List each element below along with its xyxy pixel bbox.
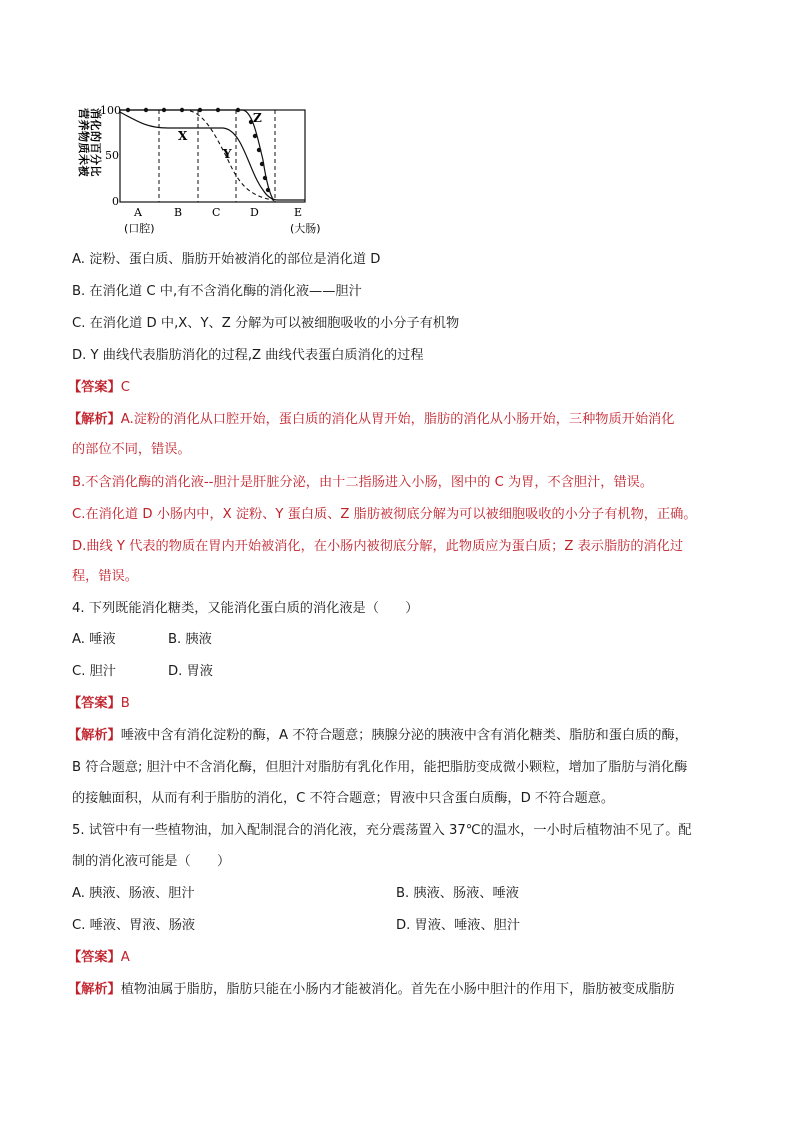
ylabel-line2: 消化的百分比 [89, 108, 102, 177]
segment-e: E [294, 206, 303, 219]
analysis-text: A.淀粉的消化从口腔开始，蛋白质的消化从胃开始，脂肪的消化从小肠开始，三种物质开始消化 [120, 412, 675, 427]
q3-answer [68, 378, 130, 398]
ylabel-line1: 营养物质未被 [77, 108, 90, 177]
q5-stem: 制的消化液可能是（ ） [72, 854, 231, 869]
q5-answer [68, 948, 130, 968]
chart-frame [120, 110, 305, 202]
answer-value: B [120, 696, 130, 711]
q4-option-a: A. 唾液 [72, 632, 116, 647]
curve-label-y: Y [223, 147, 232, 161]
digestion-chart [68, 100, 368, 240]
q3-option-b: B. 在消化道 C 中,有不含消化酶的消化液——胆汁 [72, 284, 362, 299]
q4-analysis-line [68, 726, 688, 746]
answer-tag: 【答案】 [68, 380, 121, 395]
y-tick-50: 50 [105, 149, 119, 162]
analysis-text: 植物油属于脂肪，脂肪只能在小肠内才能被消化。首先在小肠中胆汁的作用下，脂肪被变成脂肪 [120, 982, 675, 997]
q3-option-d: D. Y 曲线代表脂肪消化的过程,Z 曲线代表蛋白质消化的过程 [72, 348, 424, 363]
q3-analysis-line: C.在消化道 D 小肠内中，X 淀粉、Y 蛋白质、Z 脂肪被彻底分解为可以被细胞吸收的小分子有机物，正确。 [72, 507, 697, 522]
q3-analysis-line: B.不含消化酶的消化液--胆汁是肝脏分泌，由十二指肠进入小肠，图中的 C 为胃，不含胆汁，错误。 [72, 475, 654, 490]
segment-e-sub: (大肠) [290, 222, 321, 235]
q4-option-b: B. 胰液 [168, 632, 212, 647]
answer-tag: 【答案】 [68, 950, 121, 965]
q5-analysis-line [68, 980, 675, 1000]
analysis-text: 唾液中含有消化淀粉的酶，A 不符合题意；胰腺分泌的胰液中含有消化糖类、脂肪和蛋白质的酶， [120, 728, 688, 743]
analysis-tag: 【解析】 [68, 982, 121, 997]
q4-analysis-line: 的接触面积，从而有利于脂肪的消化，C 不符合题意；胃液中只含蛋白质酶，D 不符合题意。 [72, 791, 615, 806]
segment-c: C [212, 206, 221, 219]
q4-analysis-line: B 符合题意; 胆汁中不含消化酶，但胆汁对脂肪有乳化作用，能把脂肪变成微小颗粒，增加了脂肪与消化酶 [72, 760, 688, 775]
segment-b: B [174, 206, 183, 219]
q5-option-a: A. 胰液、肠液、胆汁 [72, 886, 195, 901]
q5-option-c: C. 唾液、胃液、肠液 [72, 918, 196, 933]
y-tick-100: 100 [100, 104, 121, 117]
q5-option-d: D. 胃液、唾液、胆汁 [396, 918, 521, 933]
curve-label-z: Z [253, 111, 262, 125]
curve-label-x: X [178, 129, 188, 143]
analysis-tag: 【解析】 [68, 412, 121, 427]
curve-x [120, 112, 305, 200]
q4-answer [68, 694, 130, 714]
q3-analysis-line: 的部位不同，错误。 [72, 442, 191, 457]
y-tick-0: 0 [112, 195, 119, 208]
segment-a-sub: (口腔) [124, 222, 155, 235]
q5-option-b: B. 胰液、肠液、唾液 [396, 886, 519, 901]
q3-option-a: A. 淀粉、蛋白质、脂肪开始被消化的部位是消化道 D [72, 252, 381, 267]
segment-d: D [250, 206, 259, 219]
answer-tag: 【答案】 [68, 696, 121, 711]
answer-value: C [120, 380, 130, 395]
q4-option-c: C. 胆汁 [72, 664, 116, 679]
q3-analysis-line: 程，错误。 [72, 569, 138, 584]
q5-stem: 5. 试管中有一些植物油，加入配制混合的消化液，充分震荡置入 37℃的温水，一小时后植物油不见了。配 [72, 823, 692, 838]
q4-stem: 4. 下列既能消化糖类，又能消化蛋白质的消化液是（ ） [72, 601, 419, 616]
digestion-chart-svg [68, 100, 368, 240]
answer-value: A [120, 950, 130, 965]
segment-a: A [134, 206, 142, 219]
q4-option-d: D. 胃液 [168, 664, 213, 679]
q3-option-c: C. 在消化道 D 中,X、Y、Z 分解为可以被细胞吸收的小分子有机物 [72, 316, 460, 331]
q3-analysis-line [68, 410, 674, 430]
analysis-tag: 【解析】 [68, 728, 121, 743]
q3-analysis-line: D.曲线 Y 代表的物质在胃内开始被消化，在小肠内被彻底分解，此物质应为蛋白质；Z 表示脂肪的消化过 [72, 539, 684, 554]
